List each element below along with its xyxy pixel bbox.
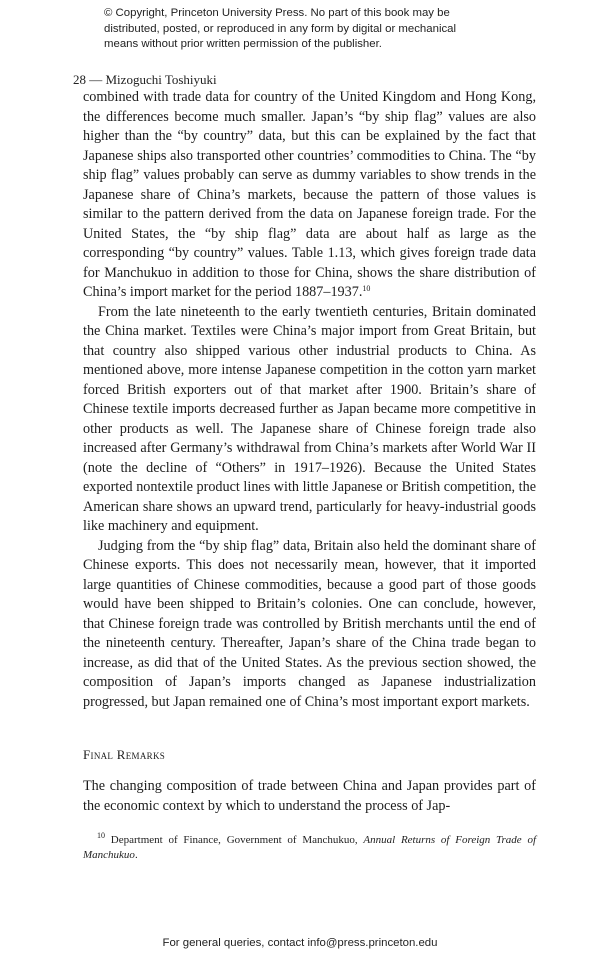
copyright-line: © Copyright, Princeton University Press. No part of this book may be <box>104 7 450 19</box>
footer-contact: For general queries, contact info@press.princeton.edu <box>162 937 438 949</box>
copyright-line: distributed, posted, or reproduced in any form by digital or mechanical <box>104 22 457 35</box>
footnote: $^{10}$ Department of Finance, Government of Manchukuo, Annual Returns of Foreign Trade of Manchukuo. <box>83 831 536 861</box>
page-number: 28 <box>73 72 86 87</box>
body-text <box>83 88 536 712</box>
running-head-separator: — <box>86 72 106 87</box>
paragraph: Judging from the “by ship flag” data, Britain also held the dominant share of Chinese exports. This does not necessarily mean, however, that it imported large quantities of Chinese commodities, because a good part of those goods would have been shipped to Britain’s colonies. One can conclude, however, that Chinese foreign trade was controlled by British merchants until the end of the nineteenth century. Thereafter, Japan’s share of the China trade began to increase, as did that of the United States. As the previous section showed, the composition of Japan’s imports changed as Japanese industrialization progressed, but Japan remained one of China’s most important export markets. <box>83 537 536 710</box>
author-name: Mizoguchi Toshiyuki <box>105 72 217 87</box>
footnote-title: Annual Returns of Foreign Trade of Manchukuo <box>83 834 536 861</box>
section-heading: Final Remarks <box>83 747 166 762</box>
section-body <box>83 777 536 816</box>
running-head <box>73 72 217 88</box>
footnote-text: Department of Finance, Government of Manchukuo, <box>110 834 364 846</box>
copyright-line: means without prior written permission of the publisher. <box>104 38 382 50</box>
footnote-number: 10 <box>97 831 105 840</box>
footnote-reference[interactable]: 10 <box>362 284 371 293</box>
copyright-notice <box>104 6 524 53</box>
paragraph: From the late nineteenth to the early twentieth centuries, Britain dominated the China market. Textiles were China’s major import from Great Britain, but that country also shipped various other industrial products to China. As mentioned above, more intense Japanese competition in the cotton yarn market forced British exporters out of that market after 1900. Britain’s share of Chinese textile imports decreased further as Japan became more competitive in other products as well. The Japanese share of Chinese foreign trade also increased after Germany’s withdrawal from China’s markets after World War II (note the decline of “Others” in 1917–1926). Because the United States exported nontextile product lines with little Japanese or British competition, the American share shows an upward trend, particularly for heavy-industrial goods like machinery and equipment. <box>83 303 536 534</box>
paragraph: The changing composition of trade between China and Japan provides part of the economic context by which to understand the process of Jap- <box>83 778 536 814</box>
paragraph: combined with trade data for country of the United Kingdom and Hong Kong, the differences become much smaller. Japan’s “by ship flag” values are also higher than the “by country” data, but this can be explained by the fact that Japanese ships also transported other countries’ commodities to China. The “by ship flag” values probably can serve as dummy variables to show trends in the Japanese share of China’s markets, because the pattern of those values is similar to the pattern derived from the data on Japanese foreign trade. For the United States, the “by ship flag” data are about half as large as the corresponding “by country” values. Table 1.13, which gives foreign trade data for Manchukuo in addition to those for China, shows the share distribution of China’s import market for the period 1887–1937.10 <box>83 89 536 300</box>
